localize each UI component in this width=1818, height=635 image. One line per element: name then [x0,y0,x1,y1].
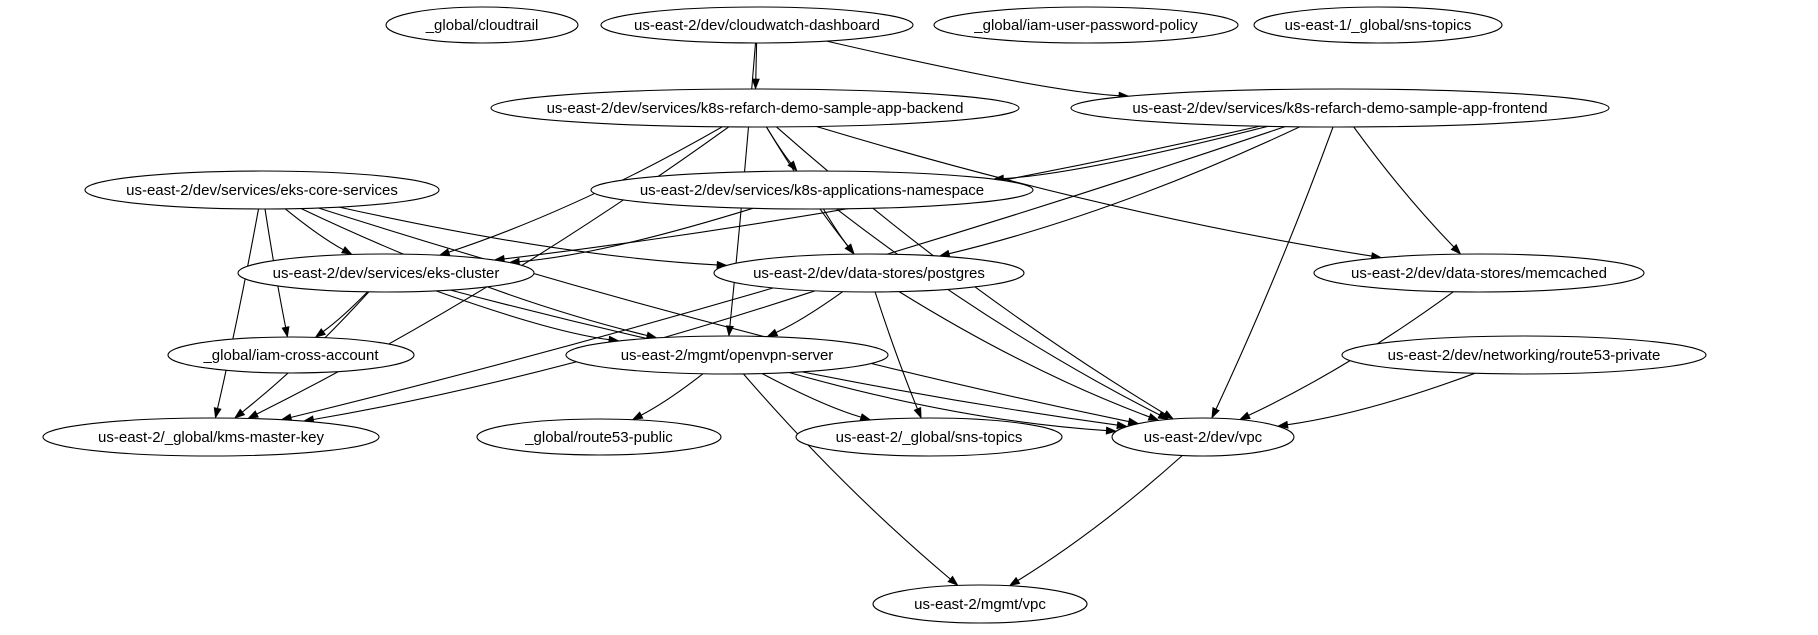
edge [756,43,757,79]
edge [323,292,367,332]
graph-node-cloudtrail[interactable] [386,7,578,43]
edge-arrowhead [235,409,245,418]
graph-node-eks_cluster[interactable] [238,254,534,292]
edge-arrowhead [214,408,221,419]
nodes-layer [43,7,1706,623]
graph-node-postgres[interactable] [714,254,1024,292]
edge [776,292,842,333]
edge-arrowhead [752,79,759,89]
edge [1018,456,1182,581]
graph-node-kms_master_key[interactable] [43,418,379,456]
node-label: us-east-1/_global/sns-topics [1284,16,1472,34]
node-label: us-east-2/dev/data-stores/memcached [1351,264,1607,282]
edge [837,209,1160,415]
edge-arrowhead [948,576,958,585]
edge [899,292,1149,417]
node-label: us-east-2/dev/services/k8s-refarch-demo-sample-app-backend [546,99,964,117]
edge-arrowhead [248,411,259,419]
node-label: us-east-2/mgmt/vpc [914,595,1046,613]
graph-node-cloudwatch_dashboard[interactable] [601,7,913,43]
edge [1216,127,1333,409]
edge-arrowhead [1148,414,1159,421]
graph-node-eks_core_services[interactable] [85,171,439,209]
graph-node-route53_private[interactable] [1342,336,1706,374]
node-label: us-east-2/dev/services/k8s-refarch-demo-sample-app-frontend [1132,99,1548,117]
node-label: us-east-2/dev/services/k8s-applications-namespace [639,181,985,199]
edge-arrowhead [767,329,778,336]
edge-arrowhead [914,407,921,418]
edge-arrowhead [315,329,325,338]
graph-node-app_backend[interactable] [491,89,1019,127]
graph-node-k8s_applications_ns[interactable] [591,171,1033,209]
edge-arrowhead [633,412,644,420]
graph-node-route53_public[interactable] [477,419,721,455]
graph-node-sns_topics_use1[interactable] [1254,7,1502,43]
edge-arrowhead [282,327,289,338]
edge [436,291,609,340]
node-label: us-east-2/dev/cloudwatch-dashboard [634,16,880,34]
node-label: _global/cloudtrail [425,16,539,34]
edge-arrowhead [1240,412,1251,420]
node-label: us-east-2/dev/vpc [1143,428,1263,446]
node-label: us-east-2/dev/data-stores/postgres [753,264,985,282]
graph-node-iam_user_password[interactable] [934,7,1238,43]
edge [827,41,1119,96]
node-label: _global/iam-cross-account [203,346,379,364]
node-label: us-east-2/_global/kms-master-key [98,428,324,446]
graph-node-sns_topics_use2[interactable] [796,418,1062,456]
edge-arrowhead [845,244,854,254]
graph-node-dev_vpc[interactable] [1112,418,1294,456]
graph-node-app_frontend[interactable] [1071,89,1609,127]
node-label: us-east-2/_global/sns-topics [835,428,1023,446]
edge [641,374,703,415]
node-label: us-east-2/dev/services/eks-core-services [126,181,398,199]
edge [1354,127,1454,247]
graph-node-memcached[interactable] [1314,254,1644,292]
edge-arrowhead [439,249,450,256]
edge-arrowhead [1212,408,1220,419]
node-label: us-east-2/dev/networking/route53-private [1387,346,1661,364]
edge-arrowhead [1010,577,1020,585]
node-label: _global/iam-user-password-policy [974,16,1198,34]
graph-node-mgmt_vpc[interactable] [873,585,1087,623]
edge [1004,126,1268,178]
edge [218,209,259,408]
node-label: us-east-2/mgmt/openvpn-server [620,346,834,364]
node-label: us-east-2/dev/services/eks-cluster [272,264,500,282]
graph-node-openvpn_server[interactable] [566,336,888,374]
node-label: _global/route53-public [525,428,673,446]
edge [519,208,753,261]
edge-arrowhead [342,247,353,255]
graph-node-iam_cross_account[interactable] [168,337,414,373]
